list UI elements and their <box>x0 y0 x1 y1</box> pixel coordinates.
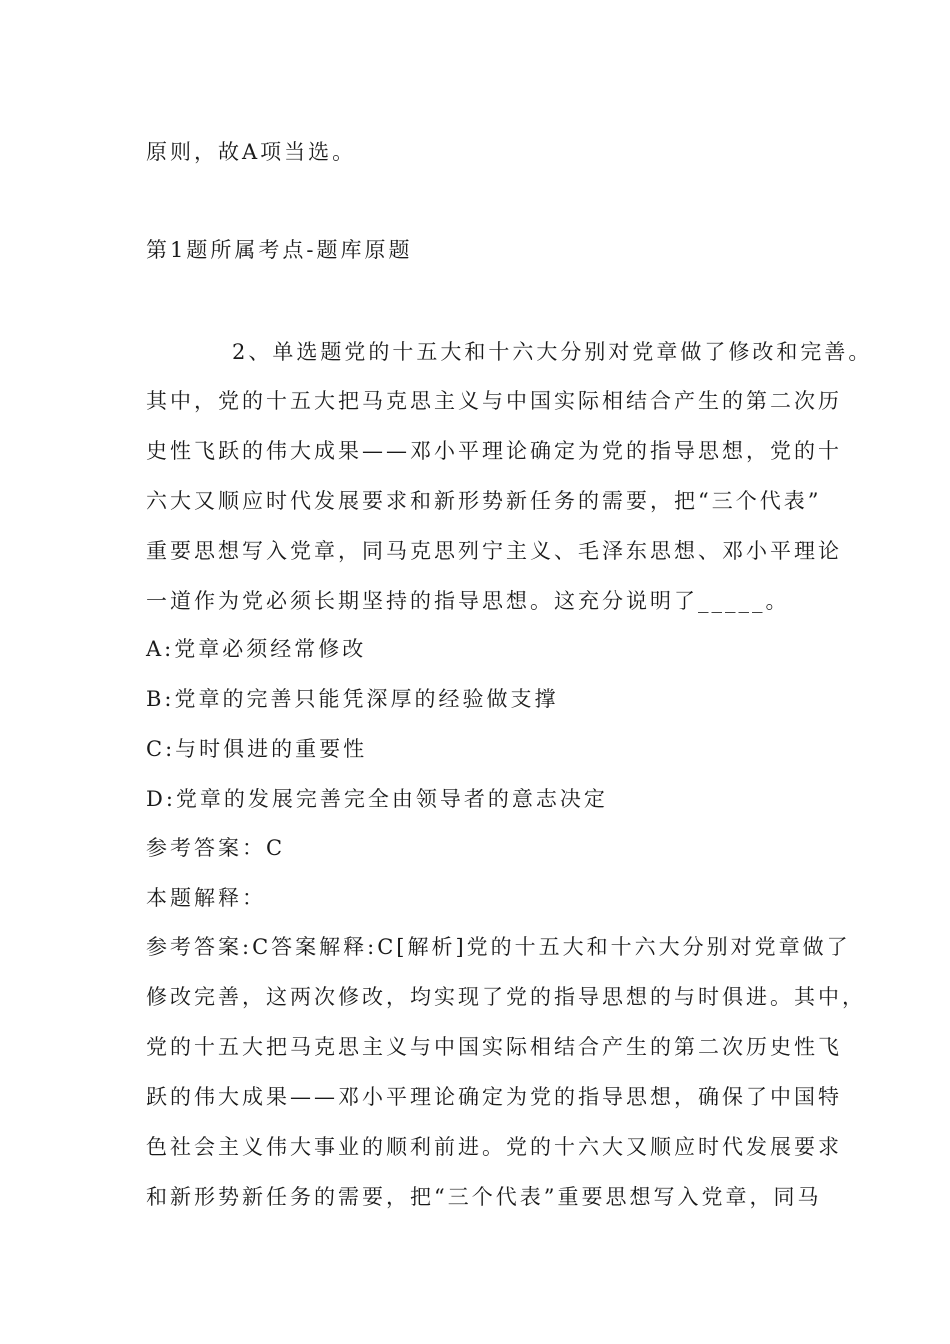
previous-explanation-tail: 原则，故A项当选。 <box>146 140 357 164</box>
option-d: D:党章的发展完善完全由领导者的意志决定 <box>146 787 608 811</box>
explanation-line: 和新形势新任务的需要，把“三个代表”重要思想写入党章，同马 <box>146 1185 822 1209</box>
explanation-line: 色社会主义伟大事业的顺利前进。党的十六大又顺应时代发展要求 <box>146 1135 842 1159</box>
explanation-line: 参考答案:C答案解释:C[解析]党的十五大和十六大分别对党章做了 <box>146 935 851 959</box>
explanation-line: 党的十五大把马克思主义与中国实际相结合产生的第二次历史性飞 <box>146 1035 842 1059</box>
question-stem-line: 其中，党的十五大把马克思主义与中国实际相结合产生的第二次历 <box>146 389 842 413</box>
question-stem-line: 一道作为党必须长期坚持的指导思想。这充分说明了_____。 <box>146 589 790 613</box>
explanation-line: 跃的伟大成果——邓小平理论确定为党的指导思想，确保了中国特 <box>146 1085 842 1109</box>
option-a: A:党章必须经常修改 <box>146 637 367 661</box>
explanation-label: 本题解释： <box>146 886 266 910</box>
question-stem-line: 史性飞跃的伟大成果——邓小平理论确定为党的指导思想，党的十 <box>146 439 842 463</box>
question-stem-line: 六大又顺应时代发展要求和新形势新任务的需要，把“三个代表” <box>146 489 822 513</box>
question-stem-line: 2、单选题党的十五大和十六大分别对党章做了修改和完善。 <box>232 340 873 364</box>
explanation-line: 修改完善，这两次修改，均实现了党的指导思想的与时俱进。其中， <box>146 985 866 1009</box>
option-c: C:与时俱进的重要性 <box>146 737 368 761</box>
question-source-label: 第1题所属考点-题库原题 <box>146 238 413 262</box>
question-stem-line: 重要思想写入党章，同马克思列宁主义、毛泽东思想、邓小平理论 <box>146 539 842 563</box>
reference-answer: 参考答案：C <box>146 836 286 860</box>
option-b: B:党章的完善只能凭深厚的经验做支撑 <box>146 687 559 711</box>
